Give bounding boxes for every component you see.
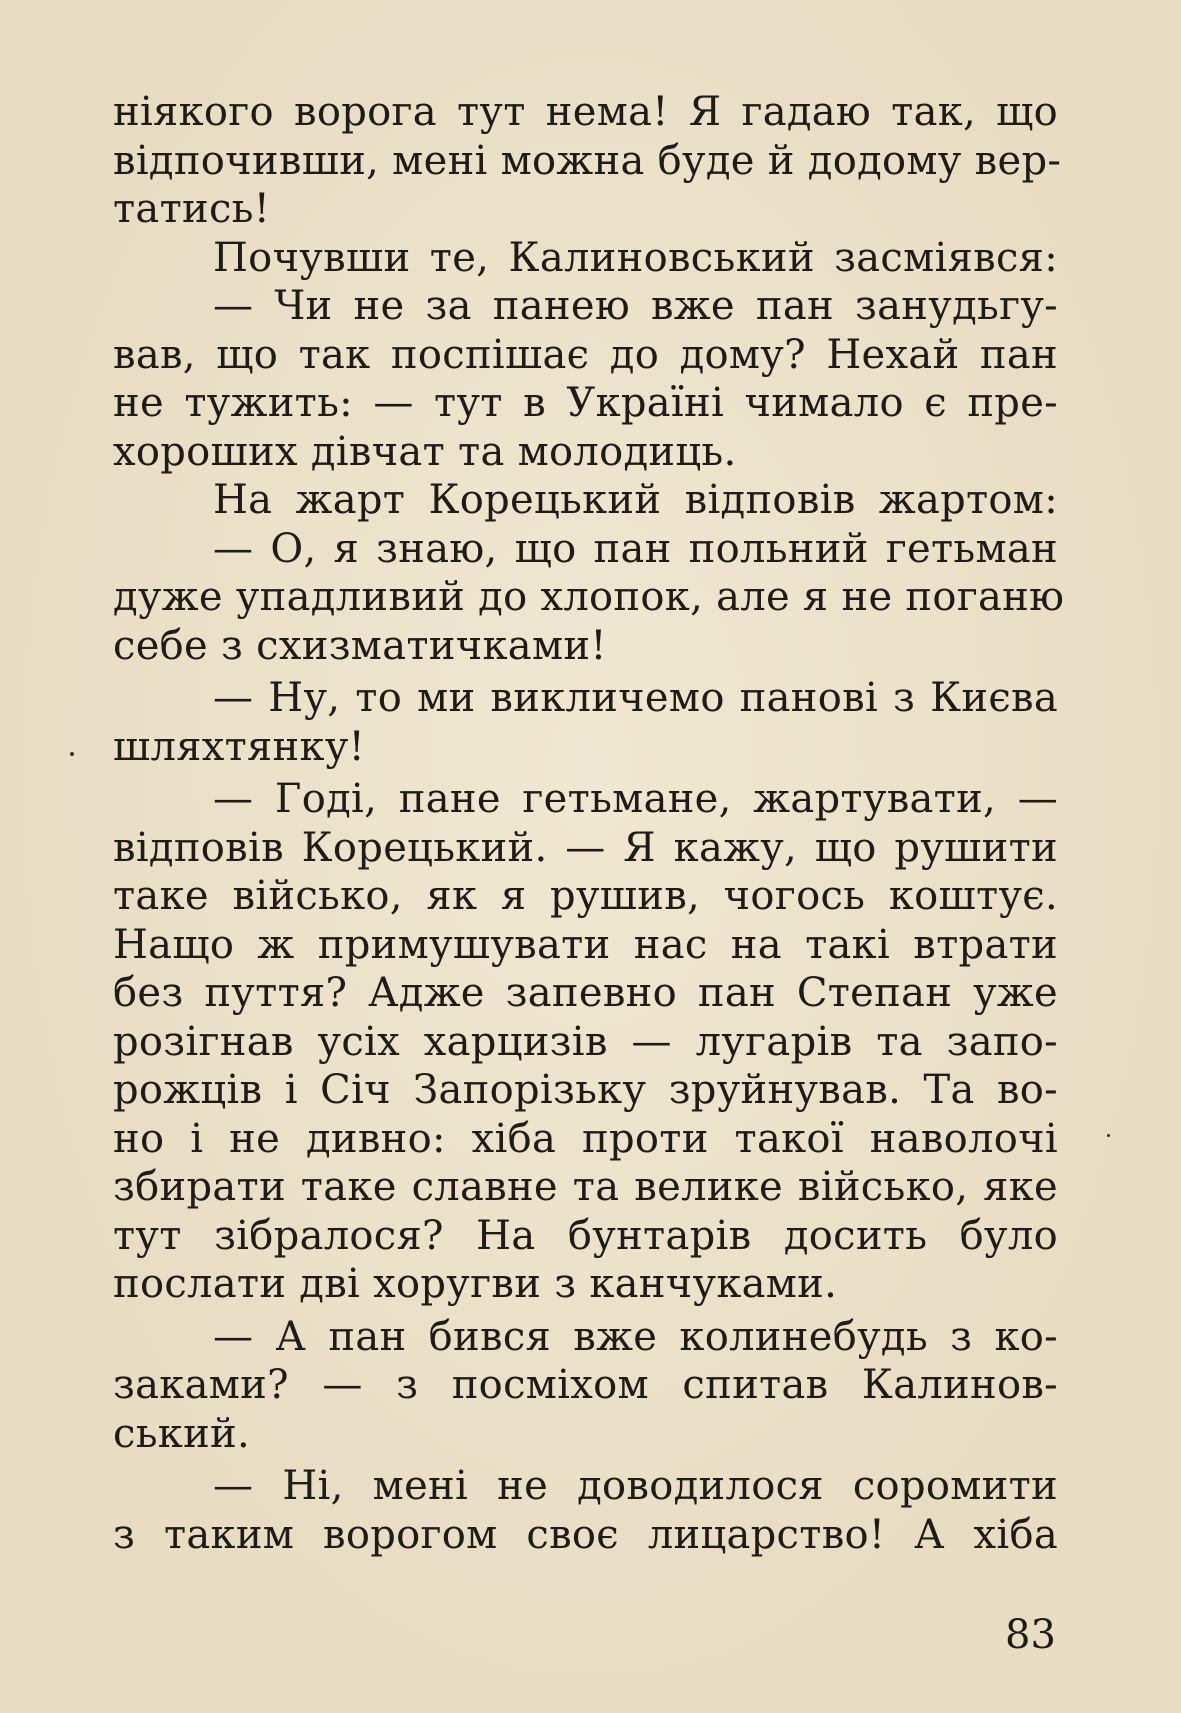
text-line: — Годі, пане гетьмане, жартувати, — [213, 776, 1058, 822]
body-text [113, 88, 1065, 1559]
text-line: ський. [113, 1410, 251, 1457]
page-number: 83 [1005, 1612, 1056, 1658]
text-line: рожців і Січ Запорізьку зруйнував. Та во- [113, 1067, 1058, 1113]
text-line: Нащо ж примушувати нас на такі втрати [113, 921, 1058, 968]
text-line: дуже упадливий до хлопок, але я не поганю [113, 574, 1065, 620]
text-line: не тужить: — тут в Україні чимало є пре- [113, 380, 1058, 426]
text-line: відповів Корецький. — Я кажу, що рушити [113, 824, 1058, 871]
text-line: відпочивши, мені можна буде й додому вер- [113, 137, 1062, 184]
text-line: тут зібралося? На бунтарів досить було [113, 1212, 1058, 1259]
text-line: — Ну, то ми викличемо панові з Києва [213, 675, 1058, 721]
text-line: вав, що так поспішає до дому? Нехай пан [113, 331, 1058, 378]
text-line: шляхтянку! [113, 723, 366, 770]
text-line: Почувши те, Калиновський засміявся: [213, 234, 1058, 281]
text-line: збирати таке славне та велике військо, яке [113, 1164, 1058, 1210]
text-line: з таким ворогом своє лицарство! А хіба [113, 1511, 1058, 1558]
text-line: ніякого ворога тут нема! Я гадаю так, що [113, 89, 1058, 135]
paper-speck [1107, 1134, 1110, 1137]
text-line: — О, я знаю, що пан польний гетьман [213, 525, 1058, 572]
text-line: но і не дивно: хіба проти такої наволочі [113, 1115, 1058, 1162]
text-line: розігнав усіх харцизів — лугарів та запо- [113, 1018, 1058, 1065]
text-line: — А пан бився вже колинебудь з ко- [213, 1313, 1058, 1360]
text-line: послати дві хоругви з канчуками. [113, 1261, 838, 1307]
text-line: На жарт Корецький відповів жартом: [213, 477, 1058, 523]
text-line: таке військо, як я рушив, чогось коштує. [113, 873, 1058, 919]
text-line: заками? — з посміхом спитав Калинов- [113, 1362, 1058, 1408]
text-line: себе з схизматичками! [113, 622, 607, 669]
text-line: татись! [113, 186, 271, 232]
paper-speck [70, 752, 74, 756]
text-line: — Ні, мені не доводилося соромити [213, 1463, 1058, 1509]
text-line: — Чи не за панею вже пан занудьгу- [213, 283, 1058, 329]
text-line: без пуття? Адже запевно пан Степан уже [113, 970, 1058, 1016]
text-line: хороших дівчат та молодиць. [113, 428, 737, 475]
